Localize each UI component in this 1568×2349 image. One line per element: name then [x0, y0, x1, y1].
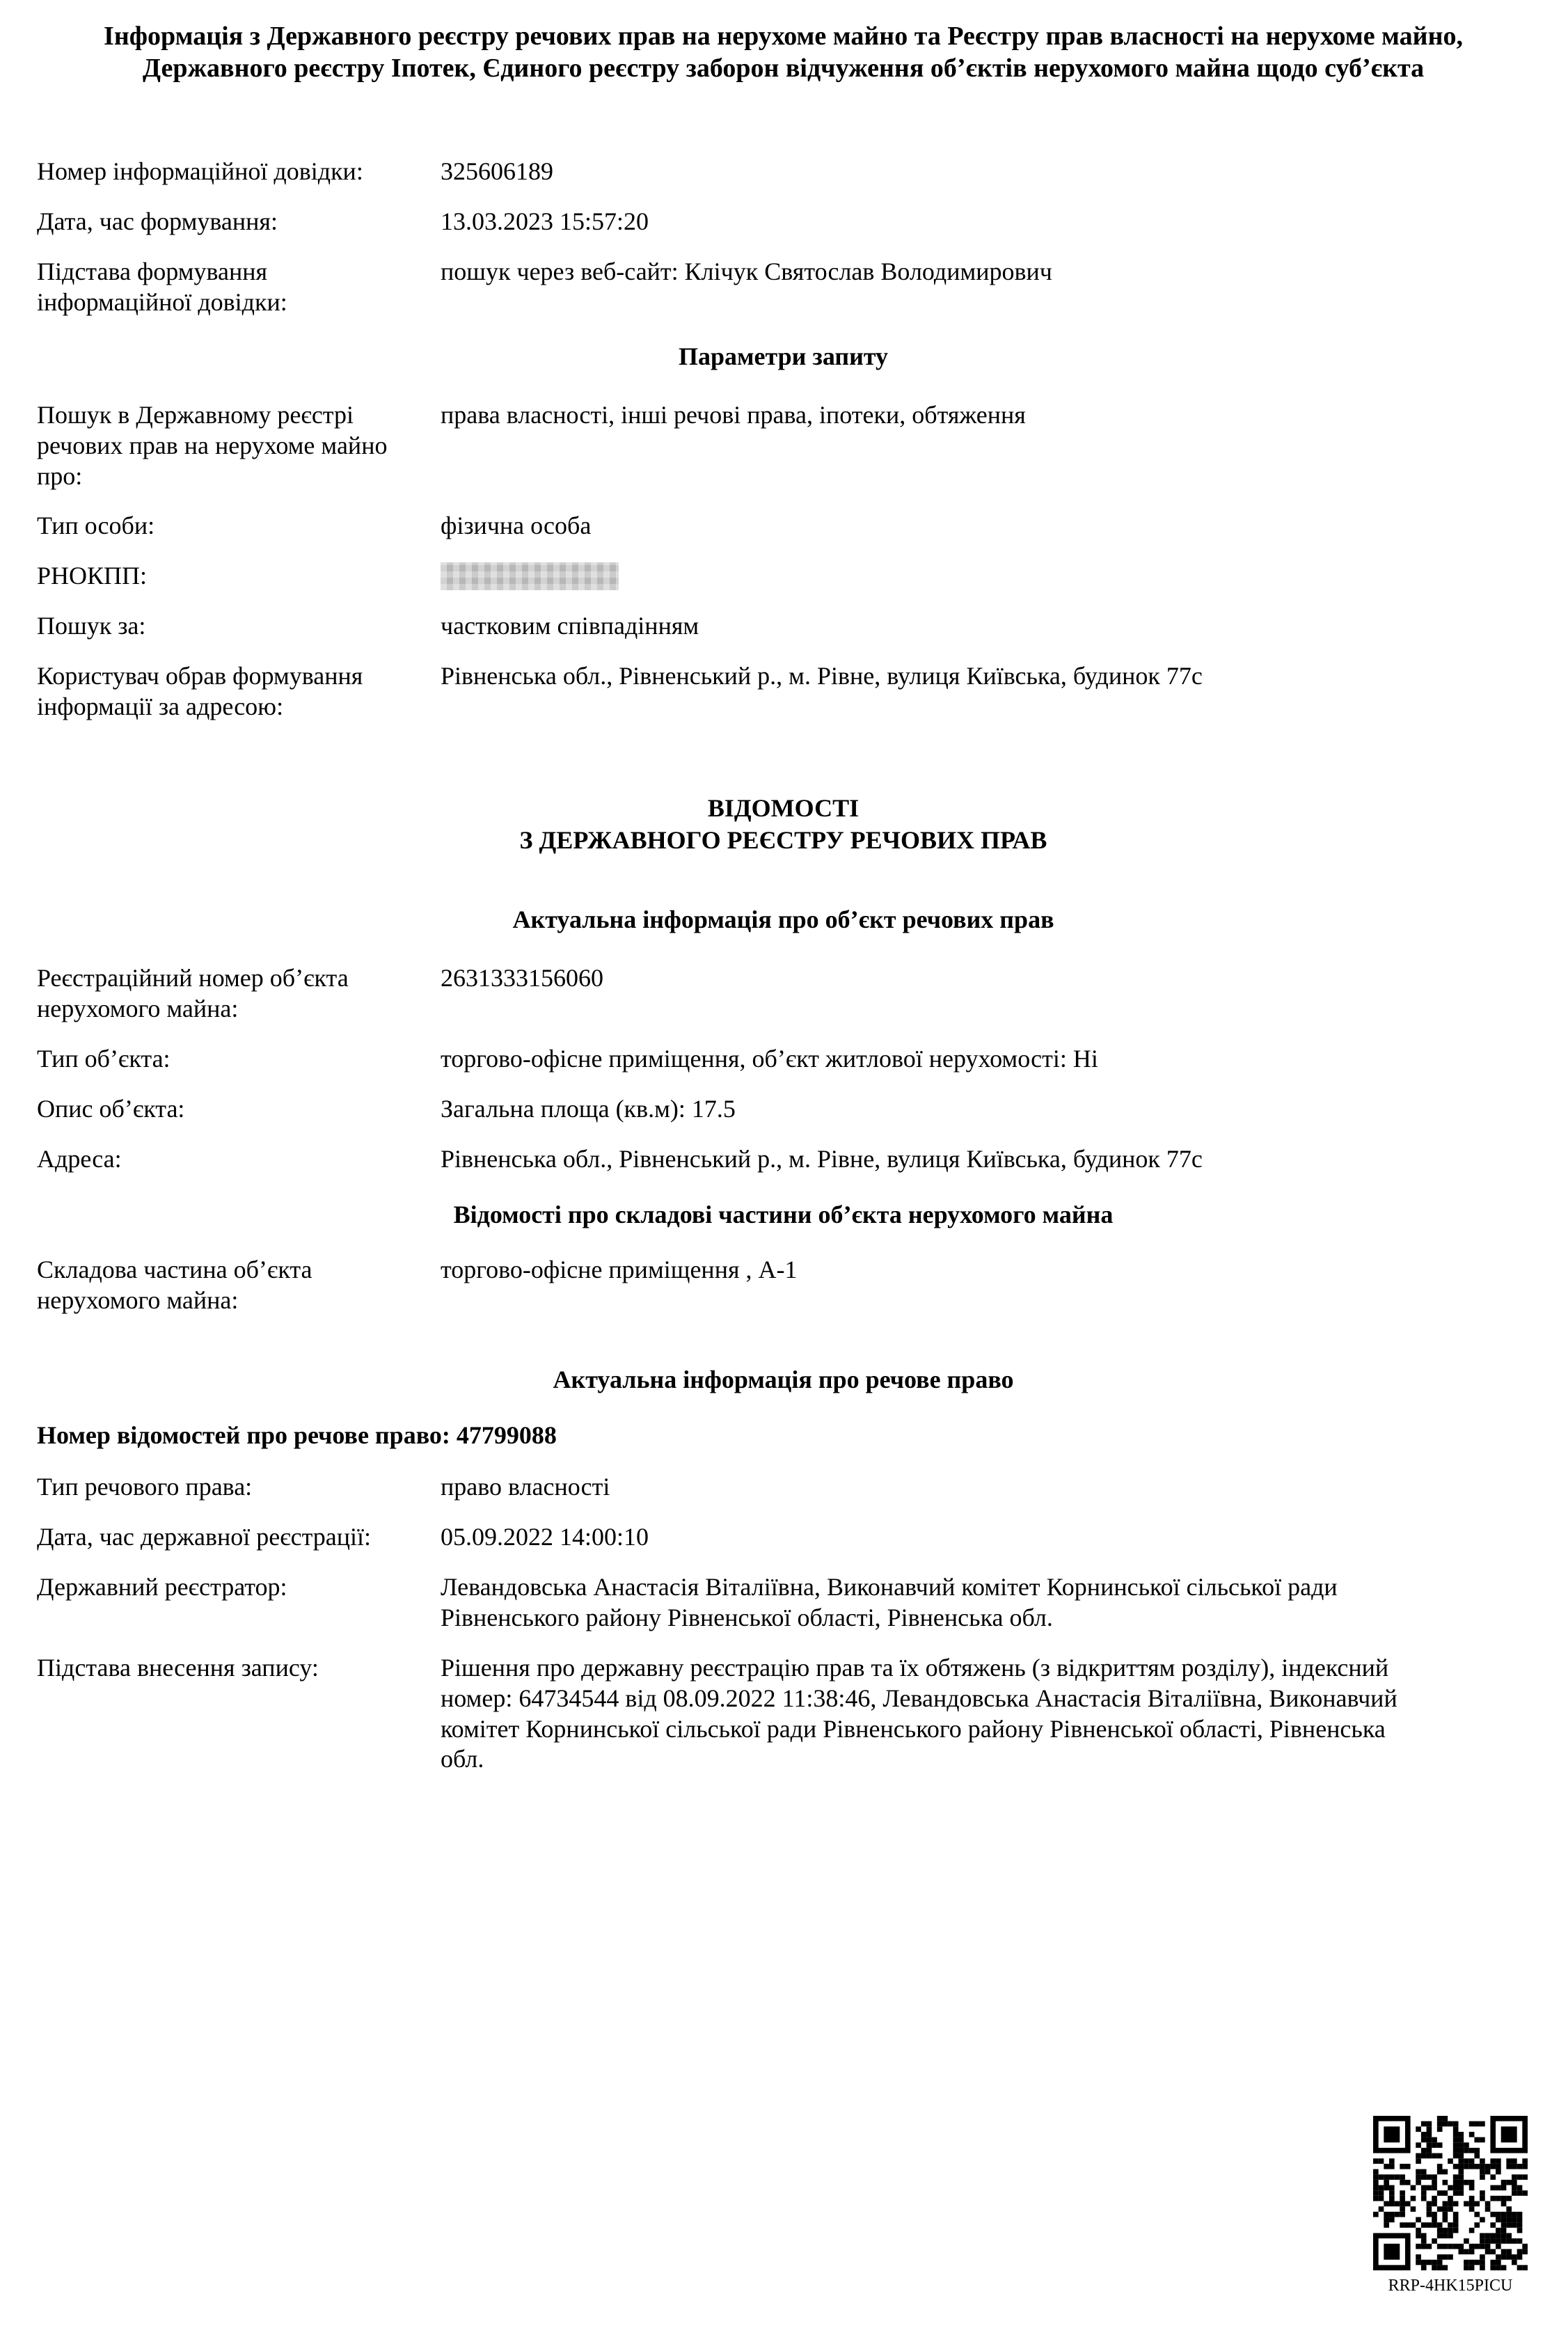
qr-block — [1373, 2116, 1528, 2296]
field-label: Номер інформаційної довідки: — [37, 157, 363, 186]
field-label: РНОКПП: — [37, 562, 148, 590]
field-label: Складова частина об’єкта нерухомого майна: — [37, 1256, 312, 1315]
field-label: Дата, час формування: — [37, 207, 278, 236]
row-object-description — [37, 1094, 1530, 1125]
row-certificate-number — [37, 157, 1530, 187]
row-search-scope — [37, 400, 1530, 492]
field-value: право власності — [441, 1473, 610, 1501]
field-value: 13.03.2023 15:57:20 — [441, 207, 649, 236]
section-heading-components: Відомості про складові частини об’єкта нерухомого майна — [453, 1200, 1114, 1228]
row-state-registrar — [37, 1572, 1530, 1634]
field-value: торгово-офісне приміщення , А-1 — [441, 1256, 798, 1284]
row-object-address — [37, 1144, 1530, 1175]
field-value: Рівненська обл., Рівненський р., м. Рівне, вулиця Київська, будинок 77с — [441, 1144, 1203, 1173]
field-label: Адреса: — [37, 1144, 122, 1173]
field-label: Державний реєстратор: — [37, 1572, 287, 1601]
vidomosti-line1: ВІДОМОСТІ — [707, 793, 860, 822]
field-label: Підстава формування інформаційної довідки: — [37, 258, 287, 316]
field-value: частковим співпадінням — [441, 612, 699, 640]
field-label: Тип об’єкта: — [37, 1044, 171, 1073]
property-right-record-number: Номер відомостей про речове право: 47799088 — [37, 1421, 557, 1450]
field-label: Підстава внесення запису: — [37, 1653, 319, 1682]
field-value: 05.09.2022 14:00:10 — [441, 1523, 649, 1551]
field-label: Реєстраційний номер об’єкта нерухомого майна: — [37, 964, 349, 1022]
field-value: 2631333156060 — [441, 964, 603, 992]
field-value: пошук через веб-сайт: Клічук Святослав Володимирович — [441, 258, 1052, 285]
row-registration-number — [37, 963, 1530, 1025]
row-user-address — [37, 661, 1530, 722]
section-heading-property-right: Актуальна інформація про речове право — [553, 1366, 1014, 1394]
row-generation-datetime — [37, 207, 1530, 237]
qr-caption: RRP-4HK15PICU — [1388, 2277, 1513, 2295]
field-value: Загальна площа (кв.м): 17.5 — [441, 1094, 736, 1123]
field-label: Пошук за: — [37, 612, 146, 640]
field-label: Дата, час державної реєстрації: — [37, 1523, 372, 1551]
redaction-block — [441, 562, 619, 590]
field-value: Рішення про державну реєстрацію прав та їх обтяжень (з відкриттям розділу), індексний номер: 64734544 від 08.09.2022 11:38:46, Левандовська Анастасія Віталіївна, Виконавчий комітет Корнинської сільської ради Рівненського району Рівненської області, Рівненська обл. — [441, 1653, 1397, 1773]
field-value: фізична особа — [441, 512, 592, 540]
field-value: Левандовська Анастасія Віталіївна, Виконавчий комітет Корнинської сільської ради Рівненського району Рівненської області, Рівненська обл. — [441, 1572, 1338, 1631]
row-component-part — [37, 1255, 1530, 1316]
field-label: Тип особи: — [37, 512, 155, 540]
field-label: Тип речового права: — [37, 1473, 253, 1501]
field-label: Опис об’єкта: — [37, 1094, 185, 1123]
vidomosti-line2: З ДЕРЖАВНОГО РЕЄСТРУ РЕЧОВИХ ПРАВ — [519, 826, 1047, 855]
section-heading-vidomosti — [37, 792, 1530, 856]
row-record-basis — [37, 1653, 1530, 1775]
row-person-type — [37, 511, 1530, 541]
row-generation-basis — [37, 257, 1530, 318]
field-label: Користувач обрав формування інформації за адресою: — [37, 662, 363, 721]
row-search-match — [37, 611, 1530, 642]
field-value: торгово-офісне приміщення, об’єкт житлової нерухомості: Ні — [441, 1044, 1098, 1073]
document-title: Інформація з Державного реєстру речових прав на нерухоме майно та Реєстру прав власності на нерухоме майно, Державного реєстру Іпотек, Єдиного реєстру заборон відчуження об’єктів нерухомого майна щодо суб’єкта — [104, 22, 1463, 83]
field-label: Пошук в Державному реєстрі речових прав на нерухоме майно про: — [37, 400, 388, 490]
section-heading-object: Актуальна інформація про об’єкт речових прав — [512, 905, 1054, 934]
row-rnokpp — [37, 561, 1530, 592]
section-heading-query-params: Параметри запиту — [678, 342, 889, 370]
field-value: Рівненська обл., Рівненський р., м. Рівне, вулиця Київська, будинок 77с — [441, 662, 1203, 690]
field-value: 325606189 — [441, 157, 553, 186]
qr-code-icon — [1373, 2116, 1528, 2270]
row-registration-datetime — [37, 1522, 1530, 1553]
field-value: права власності, інші речові права, іпотеки, обтяження — [441, 400, 1026, 429]
row-right-type — [37, 1472, 1530, 1503]
redacted-rnokpp-value — [441, 561, 619, 592]
row-object-type — [37, 1044, 1530, 1075]
